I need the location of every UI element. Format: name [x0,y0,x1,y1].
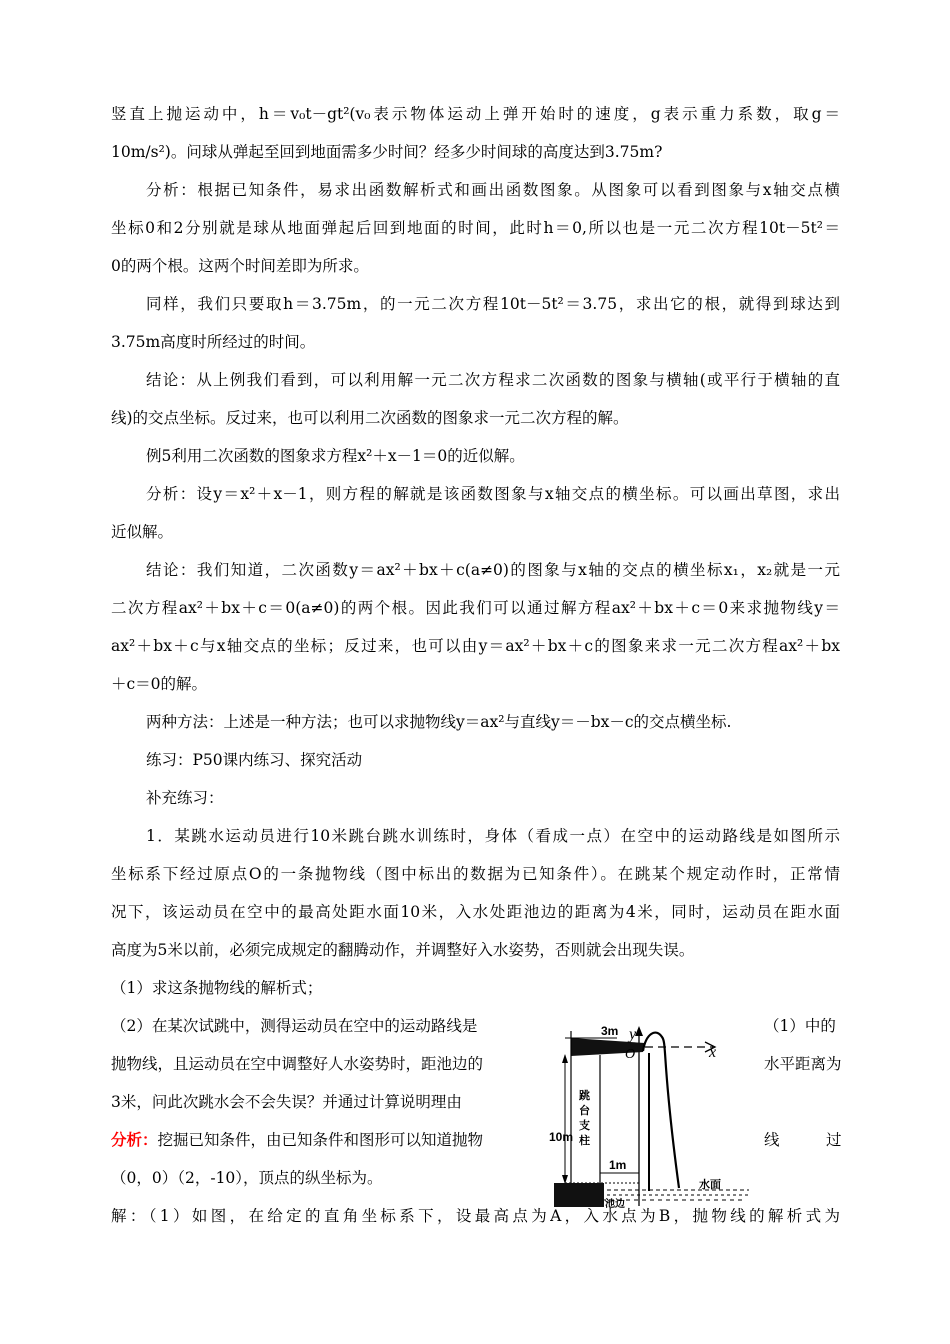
tower-label-4: 柱 [579,1134,590,1147]
tower-label-3: 支 [579,1119,590,1132]
problem-line: 况下，该运动员在空中的最高处距水面10米，入水处距池边的距离为4米，同时，运动员在距水面 [111,903,840,921]
tower-label-2: 台 [579,1104,590,1117]
paragraph-line: 二次方程ax²＋bx＋c＝0(a≠0)的两个根。因此我们可以通过解方程ax²＋bx＋c＝0来求抛物线y＝ [111,599,840,617]
diving-diagram [549,1023,764,1210]
paragraph-line: 3米，问此次跳水会不会失误？并通过计算说明理由 [111,1093,462,1111]
analysis-continued-b: 过 [826,1131,842,1149]
paragraph-line-continued: 水平距离为 [764,1055,842,1073]
problem-line: 1．某跳水运动员进行10米跳台跳水训练时，身体（看成一点）在空中的运动路线是如图所示 [146,827,840,845]
paragraph-line: 线)的交点坐标。反过来，也可以利用二次函数的图象求一元二次方程的解。 [111,409,629,427]
paragraph-line: 坐标0和2分别就是球从地面弹起后回到地面的时间，此时h＝0,所以也是一元二次方程10t－5t²＝ [111,219,840,237]
paragraph-line: 两种方法：上述是一种方法；也可以求抛物线y＝ax²与直线y＝－bx－c的交点横坐标. [146,713,732,731]
y-label: y [629,1026,637,1043]
3m-label: 3m [601,1024,619,1038]
sub-question: （2）在某次试跳中，测得运动员在空中的运动路线是 [111,1017,478,1035]
paragraph-line: 0的两个根。这两个时间差即为所求。 [111,257,369,275]
analysis-label: 分析： [111,1130,158,1149]
section-heading: 补充练习： [146,789,224,807]
analysis-continued-a: 线 [764,1131,780,1149]
paragraph-line: 竖直上抛运动中，h＝v₀t－gt²(v₀表示物体运动上弹开始时的速度，g表示重力系数，取g＝ [111,105,840,123]
y-axis-arrow [635,1026,643,1036]
paragraph-line: 结论：我们知道，二次函数y＝ax²＋bx＋c(a≠0)的图象与x轴的交点的横坐标x₁，x₂就是一元 [146,561,840,579]
example-title: 例5利用二次函数的图象求方程x²＋x－1＝0的近似解。 [146,447,525,465]
paragraph-line: 近似解。 [111,523,174,541]
paragraph-line: ＋c＝0的解。 [111,675,208,693]
tower-label-1: 跳 [579,1089,590,1102]
pool-label: 池边 [605,1199,625,1210]
x-label: x [709,1044,717,1061]
10m-label: 10m [549,1130,574,1144]
sub-question: （1）求这条抛物线的解析式； [111,979,323,997]
paragraph-line: 3.75m高度时所经过的时间。 [111,333,316,351]
paragraph-line: 同样，我们只要取h＝3.75m，的一元二次方程10t－5t²＝3.75，求出它的根，就得到球达到 [146,295,840,313]
water-label: 水面 [699,1178,721,1191]
pool-edge-block [554,1183,604,1207]
1m-label: 1m [609,1158,627,1172]
problem-line: 高度为5米以前，必须完成规定的翻腾动作，并调整好入水姿势，否则就会出现失误。 [111,941,695,959]
paragraph-line: 练习：P50课内练习、探究活动 [146,751,363,769]
problem-line: 坐标系下经过原点O的一条抛物线（图中标出的数据为已知条件）。在跳某个规定动作时，正常情 [111,865,840,883]
analysis-line [111,1130,483,1150]
paragraph-line: 抛物线，且运动员在空中调整好人水姿势时，距池边的 [111,1055,484,1073]
paragraph-line: 分析：设y＝x²＋x－1，则方程的解就是该函数图象与x轴交点的横坐标。可以画出草图，求出 [146,485,840,503]
paragraph-line: 分析：根据已知条件，易求出函数解析式和画出函数图象。从图象可以看到图象与x轴交点横 [146,181,840,199]
paragraph-line: ax²＋bx＋c与x轴交点的坐标；反过来，也可以由y＝ax²＋bx＋c的图象来求一元二次方程ax²＋bx [111,637,840,655]
origin-label: O [625,1047,636,1062]
solution-line: 解：（1）如图，在给定的直角坐标系下，设最高点为A，入水点为B，抛物线的解析式为 [111,1207,840,1225]
analysis-line: （0，0）（2，-10），顶点的纵坐标为。 [111,1169,383,1187]
sub-question-continued: （1）中的 [764,1017,836,1035]
analysis-text: 挖掘已知条件，由已知条件和图形可以知道抛物 [157,1131,484,1149]
paragraph-line: 10m/s²)。问球从弹起至回到地面需多少时间？经多少时间球的高度达到3.75m? [111,143,663,161]
paragraph-line: 结论：从上例我们看到，可以利用解一元二次方程求二次函数的图象与横轴(或平行于横轴的直 [146,371,840,389]
